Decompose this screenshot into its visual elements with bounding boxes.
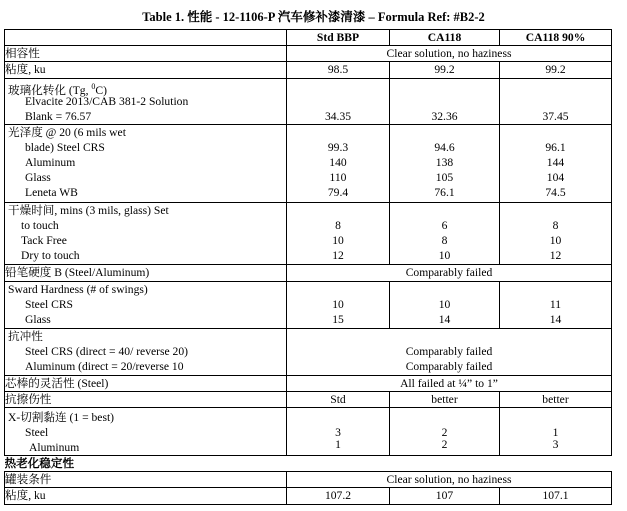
cell: 3 xyxy=(552,438,559,451)
row-label-can-condition: 罐装条件 xyxy=(5,472,287,488)
xcut-std-values xyxy=(287,408,390,456)
cell: 99.3 xyxy=(327,141,349,154)
viscosity-std: 98.5 xyxy=(287,62,390,79)
tg-ca118: 32.36 xyxy=(390,79,500,125)
mandrel-value: All failed at ¼” to 1” xyxy=(287,376,612,392)
dry-ca118-values xyxy=(390,203,500,265)
row-label-mandrel: 芯棒的灵活性 (Steel) xyxy=(5,376,287,392)
impact-aluminum: Aluminum (direct = 20/reverse 10 xyxy=(25,360,184,373)
cell: 6 xyxy=(441,219,448,232)
gloss-leneta: Leneta WB xyxy=(25,186,78,199)
tg-solution: Elvacite 2013/CAB 381-2 Solution xyxy=(25,95,189,108)
gloss-title: 光泽度 @ 20 (6 mils wet xyxy=(8,126,126,139)
table-row xyxy=(5,488,612,505)
row-label-compatibility: 相容性 xyxy=(5,46,287,62)
cell: 144 xyxy=(546,156,565,169)
sward-ca118-90-values xyxy=(500,282,612,329)
gloss-ca118-90-values xyxy=(500,125,612,203)
table-caption: Table 1. 性能 - 12-1106-P 汽车修补漆清漆 – Formula Ref: #B2-2 xyxy=(142,10,485,24)
table-row xyxy=(5,79,612,125)
mar-ca118: better xyxy=(390,392,500,408)
compatibility-value: Clear solution, no haziness xyxy=(287,46,612,62)
dry-std-values xyxy=(287,203,390,265)
impact-values xyxy=(287,329,612,376)
heat-aging-heading: 热老化稳定性 xyxy=(5,456,612,472)
dry-set: to touch xyxy=(21,219,59,232)
gloss-steel: blade) Steel CRS xyxy=(25,141,105,154)
cell: Comparably failed xyxy=(405,360,493,373)
cell: 3 xyxy=(335,426,341,439)
cell: 76.1 xyxy=(434,186,455,199)
impact-steel: Steel CRS (direct = 40/ reverse 20) xyxy=(25,345,189,358)
cell: 104 xyxy=(546,171,565,184)
row-label-sward xyxy=(5,282,287,329)
tg-blank: Blank = 76.57 xyxy=(25,110,92,123)
cell: 1 xyxy=(335,438,341,451)
mar-ca118-90: better xyxy=(500,392,612,408)
dry-ca118-90-values xyxy=(500,203,612,265)
table-row xyxy=(5,62,612,79)
mar-std: Std xyxy=(287,392,390,408)
viscosity-ca118: 99.2 xyxy=(390,62,500,79)
table-row xyxy=(5,282,612,329)
cell: 10 xyxy=(332,298,344,311)
cell: 79.4 xyxy=(327,186,349,199)
tg-ca118-90: 37.45 xyxy=(500,79,612,125)
performance-table xyxy=(4,29,612,505)
cell: 138 xyxy=(435,156,454,169)
cell: 8 xyxy=(552,219,559,232)
table-row xyxy=(5,46,612,62)
sward-glass: Glass xyxy=(25,313,51,326)
table-row xyxy=(5,265,612,282)
cell: 2 xyxy=(441,426,448,439)
cell: 74.5 xyxy=(545,186,566,199)
sward-title: Sward Hardness (# of swings) xyxy=(8,283,148,296)
impact-title: 抗冲性 xyxy=(8,330,43,343)
header-empty xyxy=(5,30,287,46)
gloss-ca118-values xyxy=(390,125,500,203)
tg-title: 玻璃化转化 (Tg, $^0$C) xyxy=(8,82,107,97)
table-row xyxy=(5,329,612,376)
viscosity-aged-std: 107.2 xyxy=(287,488,390,505)
table-row xyxy=(5,125,612,203)
cell: 10 xyxy=(438,249,451,262)
cell: 11 xyxy=(549,298,562,311)
gloss-glass: Glass xyxy=(25,171,51,184)
cell: 12 xyxy=(332,249,344,262)
row-label-impact xyxy=(5,329,287,376)
cell: Comparably failed xyxy=(405,345,493,358)
sward-std-values xyxy=(287,282,390,329)
gloss-aluminum: Aluminum xyxy=(25,156,76,169)
row-label-gloss xyxy=(5,125,287,203)
cell: 14 xyxy=(549,313,562,326)
cell: 12 xyxy=(549,249,562,262)
xcut-ca118-values xyxy=(390,408,500,456)
cell: 94.6 xyxy=(434,141,455,154)
cell: 10 xyxy=(438,298,451,311)
row-label-xcut xyxy=(5,408,287,456)
table-row xyxy=(5,472,612,488)
row-label-mar-resistance: 抗擦伤性 xyxy=(5,392,287,408)
xcut-ca118-90-values xyxy=(500,408,612,456)
xcut-aluminum: Aluminum xyxy=(29,441,80,454)
viscosity-aged-ca118-90: 107.1 xyxy=(500,488,612,505)
cell: 105 xyxy=(435,171,454,184)
cell: 15 xyxy=(332,313,344,326)
table-row xyxy=(5,203,612,265)
dry-touch: Dry to touch xyxy=(21,249,80,262)
cell: 8 xyxy=(335,219,341,232)
cell: 110 xyxy=(329,171,347,184)
table-row xyxy=(5,456,612,472)
cell: 14 xyxy=(438,313,451,326)
table-row xyxy=(5,408,612,456)
cell: 96.1 xyxy=(545,141,566,154)
cell: 2 xyxy=(441,438,448,451)
cell: 10 xyxy=(549,234,562,247)
sward-steel: Steel CRS xyxy=(25,298,73,311)
row-label-viscosity-aged: 粘度, ku xyxy=(5,488,287,505)
pencil-hardness-value: Comparably failed xyxy=(287,265,612,282)
header-std-bbp: Std BBP xyxy=(287,30,390,46)
xcut-title: X-切割黏连 (1 = best) xyxy=(8,411,115,424)
table-row xyxy=(5,376,612,392)
cell: 140 xyxy=(329,156,347,169)
dry-tack: Tack Free xyxy=(21,234,67,247)
row-label-pencil-hardness: 铅笔硬度 B (Steel/Aluminum) xyxy=(5,265,287,282)
row-label-dry-time xyxy=(5,203,287,265)
viscosity-ca118-90: 99.2 xyxy=(500,62,612,79)
xcut-steel: Steel xyxy=(25,426,49,439)
sward-ca118-values xyxy=(390,282,500,329)
header-ca118-90: CA118 90% xyxy=(500,30,612,46)
dry-title: 干燥时间, mins (3 mils, glass) Set xyxy=(8,204,169,217)
gloss-std-values xyxy=(287,125,390,203)
cell: 1 xyxy=(552,426,559,439)
row-label-viscosity: 粘度, ku xyxy=(5,62,287,79)
can-condition-value: Clear solution, no haziness xyxy=(287,472,612,488)
table-row xyxy=(5,392,612,408)
row-label-tg xyxy=(5,79,287,125)
cell: 8 xyxy=(441,234,448,247)
table-header-row xyxy=(5,30,612,46)
tg-std: 34.35 xyxy=(287,79,390,125)
cell: 10 xyxy=(332,234,344,247)
header-ca118: CA118 xyxy=(390,30,500,46)
viscosity-aged-ca118: 107 xyxy=(390,488,500,505)
